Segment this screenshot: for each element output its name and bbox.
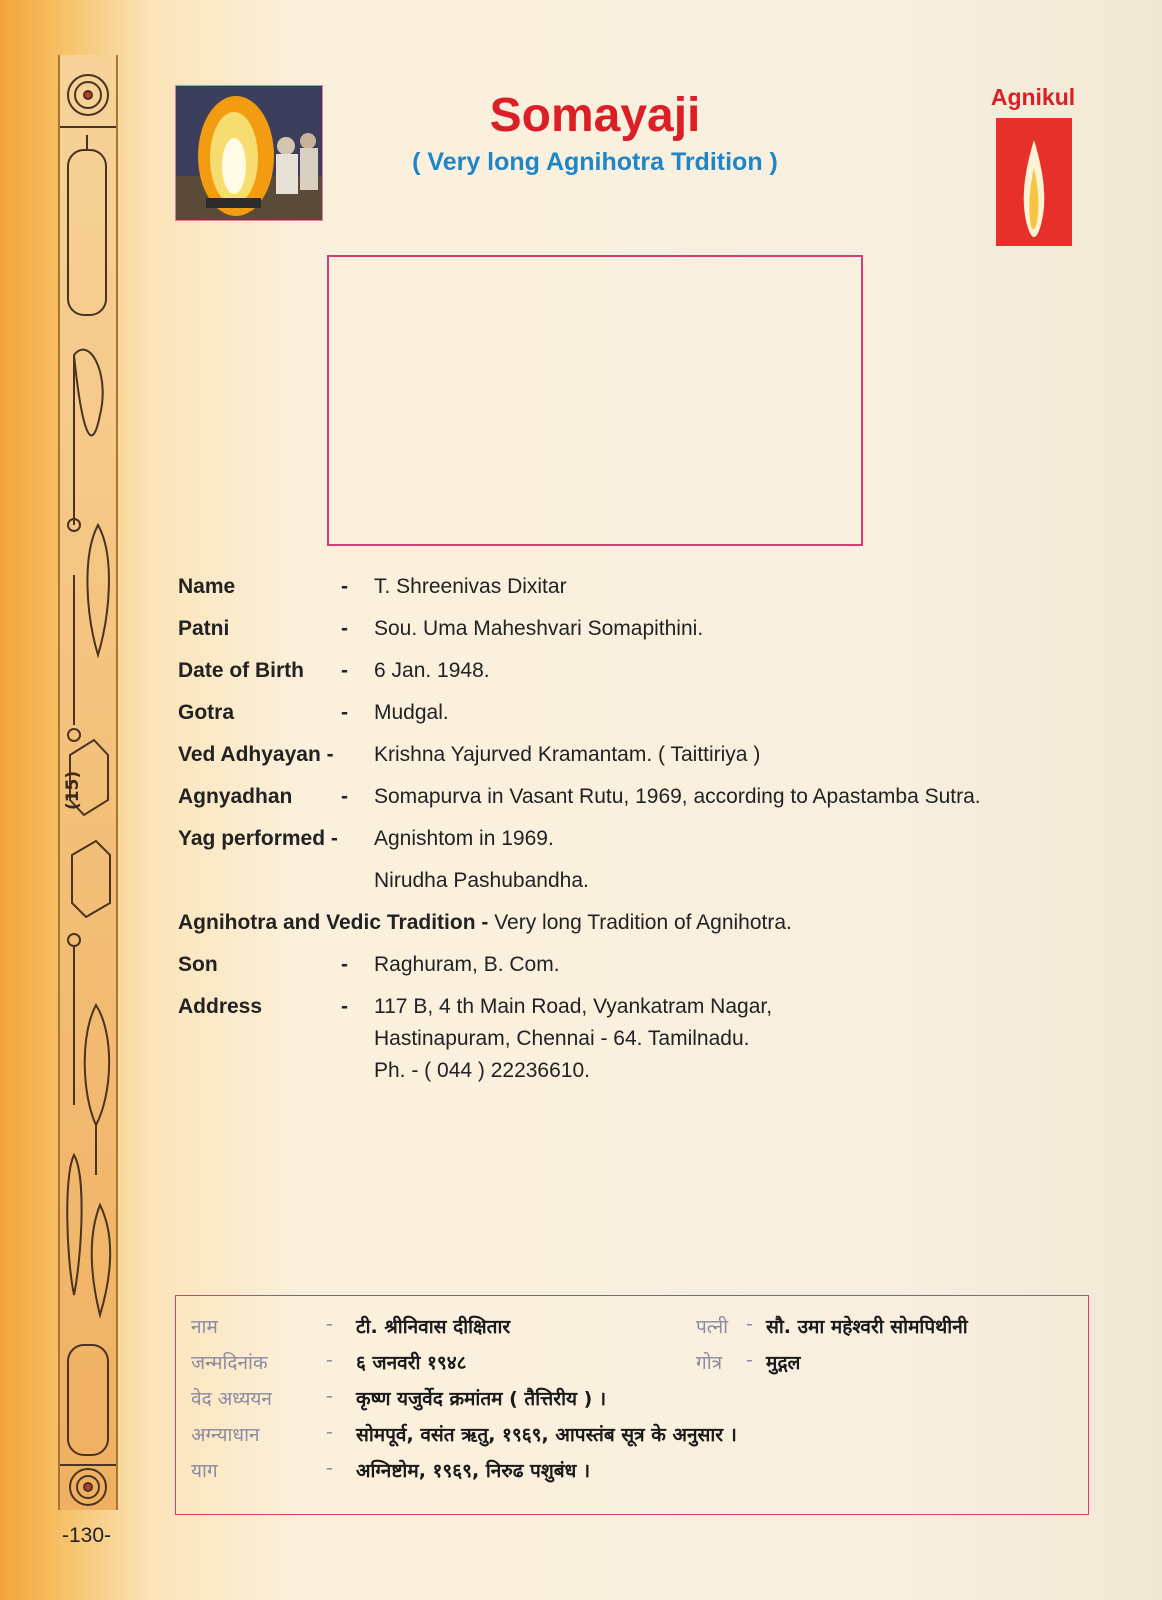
separator: - — [341, 575, 348, 598]
yag-performed-value-2: Nirudha Pashubandha. — [374, 869, 589, 892]
page-subtitle: ( Very long Agnihotra Trdition ) — [412, 148, 778, 176]
yag-performed-label: Yag performed - — [178, 827, 338, 850]
hindi-ved-value: कृष्ण यजुर्वेद क्रमांतम ( तैत्तिरीय ) । — [356, 1388, 607, 1410]
agnyadhan-label: Agnyadhan — [178, 785, 293, 808]
son-value: Raghuram, B. Com. — [374, 953, 560, 976]
separator: - — [341, 953, 348, 976]
separator: - — [326, 1457, 333, 1479]
hindi-naam-label: नाम — [191, 1316, 218, 1338]
name-value: T. Shreenivas Dixitar — [374, 575, 567, 598]
gotra-value: Mudgal. — [374, 701, 449, 724]
agnyadhan-value: Somapurva in Vasant Rutu, 1969, according to Apastamba Sutra. — [374, 785, 981, 808]
hindi-summary-box — [175, 1295, 1089, 1515]
hindi-yag-value: अग्निष्टोम, १९६९, निरुढ पशुबंध । — [356, 1460, 591, 1482]
hindi-gotra-label: गोत्र — [696, 1352, 723, 1374]
dob-label: Date of Birth — [178, 659, 304, 682]
separator: - — [341, 701, 348, 724]
fire-ritual-photo — [175, 85, 323, 221]
flame-logo-icon — [996, 118, 1072, 246]
address-line-2: Hastinapuram, Chennai - 64. Tamilnadu. — [374, 1027, 750, 1050]
hindi-janm-label: जन्मदिनांक — [191, 1352, 268, 1374]
separator: - — [326, 1421, 333, 1443]
hindi-ved-label: वेद अध्ययन — [191, 1388, 272, 1410]
strip-number: (15) — [63, 770, 83, 810]
page-title: Somayaji — [489, 89, 701, 142]
separator: - — [326, 1385, 333, 1407]
patni-label: Patni — [178, 617, 230, 640]
dob-value: 6 Jan. 1948. — [374, 659, 490, 682]
separator: - — [341, 995, 348, 1018]
separator: - — [341, 785, 348, 808]
hindi-yag-label: याग — [191, 1460, 218, 1482]
separator: - — [326, 1349, 333, 1371]
son-label: Son — [178, 953, 218, 976]
ved-adhyayan-label: Ved Adhyayan - — [178, 743, 334, 766]
tradition-value: Very long Tradition of Agnihotra. — [488, 911, 792, 934]
separator: - — [746, 1313, 753, 1335]
separator: - — [341, 659, 348, 682]
detail-row-tradition — [178, 911, 792, 935]
ved-adhyayan-value: Krishna Yajurved Kramantam. ( Taittiriya ) — [374, 743, 761, 766]
brand-name: Agnikul — [990, 84, 1076, 110]
address-label: Address — [178, 995, 263, 1018]
address-line-1: 117 B, 4 th Main Road, Vyankatram Nagar, — [374, 995, 773, 1018]
hindi-agnyadhan-label: अग्न्याधान — [191, 1424, 260, 1446]
separator: - — [341, 617, 348, 640]
tradition-label: Agnihotra and Vedic Tradition - — [178, 911, 489, 934]
patni-value: Sou. Uma Maheshvari Somapithini. — [374, 617, 704, 640]
hindi-patni-label: पत्नी — [696, 1316, 729, 1338]
hindi-gotra-value: मुद्गल — [766, 1352, 801, 1374]
separator: - — [746, 1349, 753, 1371]
hindi-patni-value: सौ. उमा महेश्वरी सोमपिथीनी — [766, 1316, 968, 1338]
yag-performed-value: Agnishtom in 1969. — [374, 827, 554, 850]
name-label: Name — [178, 575, 236, 598]
hindi-agnyadhan-value: सोमपूर्व, वसंत ऋतु, १९६९, आपस्तंब सूत्र के अनुसार । — [356, 1424, 737, 1446]
address-line-3: Ph. - ( 044 ) 22236610. — [374, 1059, 590, 1082]
hindi-janm-value: ६ जनवरी १९४८ — [356, 1352, 467, 1374]
hindi-naam-value: टी. श्रीनिवास दीक्षितार — [356, 1316, 511, 1338]
page-number: -130- — [62, 1524, 112, 1547]
separator: - — [326, 1313, 333, 1335]
gotra-label: Gotra — [178, 701, 235, 724]
portrait-placeholder — [327, 255, 863, 546]
